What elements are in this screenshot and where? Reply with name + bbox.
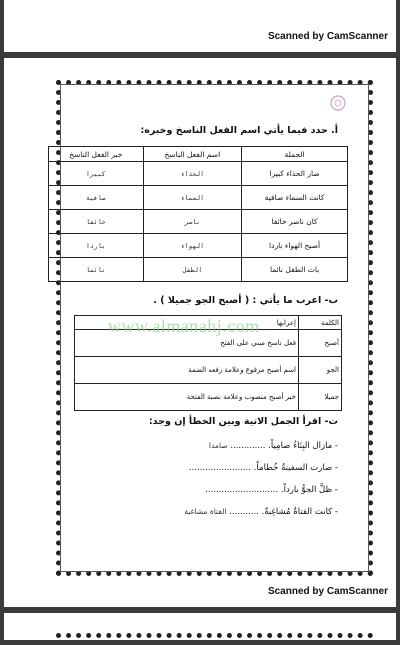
ism-cell: الطفل [143,258,242,282]
khabar-cell: صافية [49,186,144,210]
table-row [49,210,348,234]
camscanner-label: Scanned by CamScanner [267,586,388,597]
question-a-heading: أ. حدد فيما يأتي اسم الفعل الناسخ وخبره: [140,125,338,136]
ism-cell: الحذاء [143,162,242,186]
handwritten-answer: الفتاة مشاغبة [184,507,227,516]
irab-cell: فعل ناسخ مبني على الفتح [75,330,299,357]
list-item: - ظلَّ الجوُّ بارداً. ........................... [205,485,338,495]
sentence-cell: كانت السماء صافية [242,186,348,210]
column-header: إعرابها [75,316,299,330]
ism-cell: الهواء [143,234,242,258]
list-item: - كانت الفتاةُ مُشاغِبةٌ. ........... الفتاة مشاغبة [184,507,338,517]
word-cell: جميلا [299,384,342,411]
scan-page-main [4,58,396,607]
site-watermark: www.almanahj.com [108,316,260,336]
table-header-row [49,147,348,162]
sentence-text: - كانت الفتاةُ مُشاغِبةٌ. [261,507,338,517]
sentence-cell: بات الطفل نائما [242,258,348,282]
ism-cell: السماء [143,186,242,210]
sentence-text: - ظلَّ الجوُّ بارداً. [280,485,338,495]
table-row [49,258,348,282]
table-row [49,162,348,186]
irab-cell: خبر أصبح منصوب وعلامة نصبة الفتحة [75,384,299,411]
school-logo-icon [327,94,349,112]
sentence-cell: كان ناصر خائفا [242,210,348,234]
table-row [49,186,348,210]
handwritten-answer: صامدا [208,441,228,450]
scan-page-next [4,613,396,640]
khabar-cell: خائفا [49,210,144,234]
table-row [49,234,348,258]
page-border [56,633,373,645]
column-header: الجملة [242,147,348,162]
khabar-cell: نائما [49,258,144,282]
column-header: الكلمة [299,316,342,330]
sentence-cell: أصبح الهواء باردا [242,234,348,258]
column-header: خبر الفعل الناسخ [49,147,144,162]
khabar-cell: باردا [49,234,144,258]
scan-page-top [4,0,396,52]
word-cell: الجو [299,357,342,384]
list-item: - مازال البِنَاءُ صامِياً. ............. صامدا [208,441,338,451]
table-row [75,357,342,384]
irab-cell: اسم أصبح مرفوع وعلامة رفعه الضمة [75,357,299,384]
table-row [75,384,342,411]
sentence-text: - مازال البِنَاءُ صامِياً. [268,441,338,451]
ism-cell: ناصر [143,210,242,234]
khabar-cell: كبيرا [49,162,144,186]
column-header: اسم الفعل الناسخ [143,147,242,162]
q1-table [48,146,348,282]
list-item: - صارت السفينةُ خُطاماً. ....................... [188,463,338,473]
camscanner-label: Scanned by CamScanner [267,31,388,42]
question-b-heading: ب- اعرب ما يأتي : ( أصبح الجو جميلا ) . [153,295,338,306]
word-cell: أصبح [299,330,342,357]
sentence-cell: صار الحذاء كبيرا [242,162,348,186]
question-c-heading: ت- اقرأ الجمل الاتية وبين الخطأ إن وجد: [148,416,338,427]
sentence-text: - صارت السفينةُ خُطاماً. [253,463,338,473]
